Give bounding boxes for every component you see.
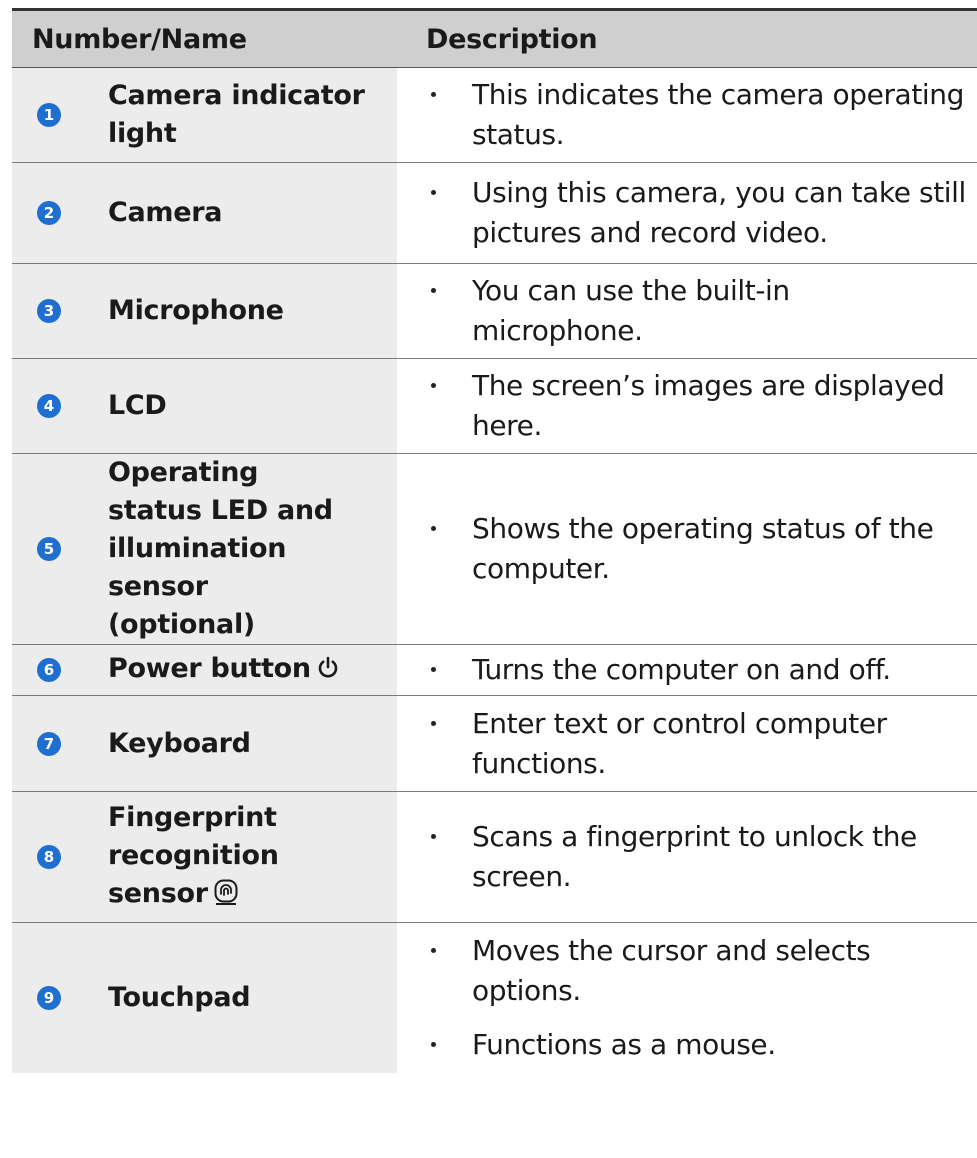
number-badge: 3: [37, 299, 61, 323]
bullet-icon: [431, 667, 436, 672]
part-name: Keyboard: [108, 727, 251, 759]
list-item: [397, 271, 977, 351]
table-row: [12, 68, 977, 163]
parts-table: [12, 8, 977, 1073]
part-description: You can use the built-in microphone.: [472, 274, 790, 347]
list-item: [397, 173, 977, 253]
list-item: [397, 931, 977, 1011]
part-description: Turns the computer on and off.: [472, 653, 891, 686]
part-description: Scans a fingerprint to unlock the screen.: [472, 820, 917, 893]
part-name: Fingerprint recognition sensor: [108, 801, 279, 909]
list-item: [397, 1025, 977, 1065]
part-name: Camera indicator light: [108, 80, 365, 149]
part-description: Using this camera, you can take still pictures and record video.: [472, 176, 966, 249]
part-name: Microphone: [108, 295, 284, 326]
header-number-name: Number/Name: [12, 10, 397, 68]
bullet-icon: [431, 526, 436, 531]
number-badge: 1: [37, 103, 61, 127]
table-row: [12, 264, 977, 359]
part-description: The screen’s images are displayed here.: [472, 369, 945, 442]
number-badge: 2: [37, 201, 61, 225]
bullet-icon: [431, 383, 436, 388]
part-name-wrap: [108, 799, 308, 916]
bullet-icon: [431, 190, 436, 195]
list-item: [397, 75, 977, 155]
bullet-icon: [431, 721, 436, 726]
part-name: Touchpad: [108, 982, 251, 1013]
number-badge: 8: [37, 845, 61, 869]
number-badge: 7: [37, 732, 61, 756]
table-row: [12, 696, 977, 792]
part-description: This indicates the camera operating status.: [472, 78, 964, 151]
table-row: [12, 645, 977, 696]
table-row: [12, 454, 977, 645]
part-name-wrap: [108, 650, 339, 691]
list-item: [397, 366, 977, 446]
table-row: [12, 359, 977, 454]
table-row: [12, 163, 977, 264]
bullet-icon: [431, 948, 436, 953]
fingerprint-icon: [214, 878, 238, 916]
number-badge: 6: [37, 658, 61, 682]
header-description: Description: [426, 23, 598, 55]
list-item: [397, 704, 977, 784]
part-description: Functions as a mouse.: [472, 1028, 776, 1061]
bullet-icon: [431, 834, 436, 839]
number-badge: 9: [37, 986, 61, 1010]
part-name: Power button: [108, 652, 311, 684]
bullet-icon: [431, 1042, 436, 1047]
number-badge: 5: [37, 537, 61, 561]
part-description: Shows the operating status of the computer.: [472, 512, 934, 585]
part-name: LCD: [108, 390, 167, 421]
part-description: Moves the cursor and selects options.: [472, 934, 871, 1007]
power-icon: [317, 653, 339, 691]
part-description: Enter text or control computer functions.: [472, 706, 887, 780]
part-name: Operating status LED and illumination sensor (optional): [108, 457, 333, 640]
table-row: [12, 923, 977, 1074]
list-item: [397, 817, 977, 897]
part-name: Camera: [108, 197, 223, 228]
table-row: [12, 792, 977, 923]
table-header-row: [12, 10, 977, 68]
list-item: [397, 650, 977, 690]
bullet-icon: [431, 288, 436, 293]
bullet-icon: [431, 92, 436, 97]
number-badge: 4: [37, 394, 61, 418]
list-item: [397, 509, 977, 589]
